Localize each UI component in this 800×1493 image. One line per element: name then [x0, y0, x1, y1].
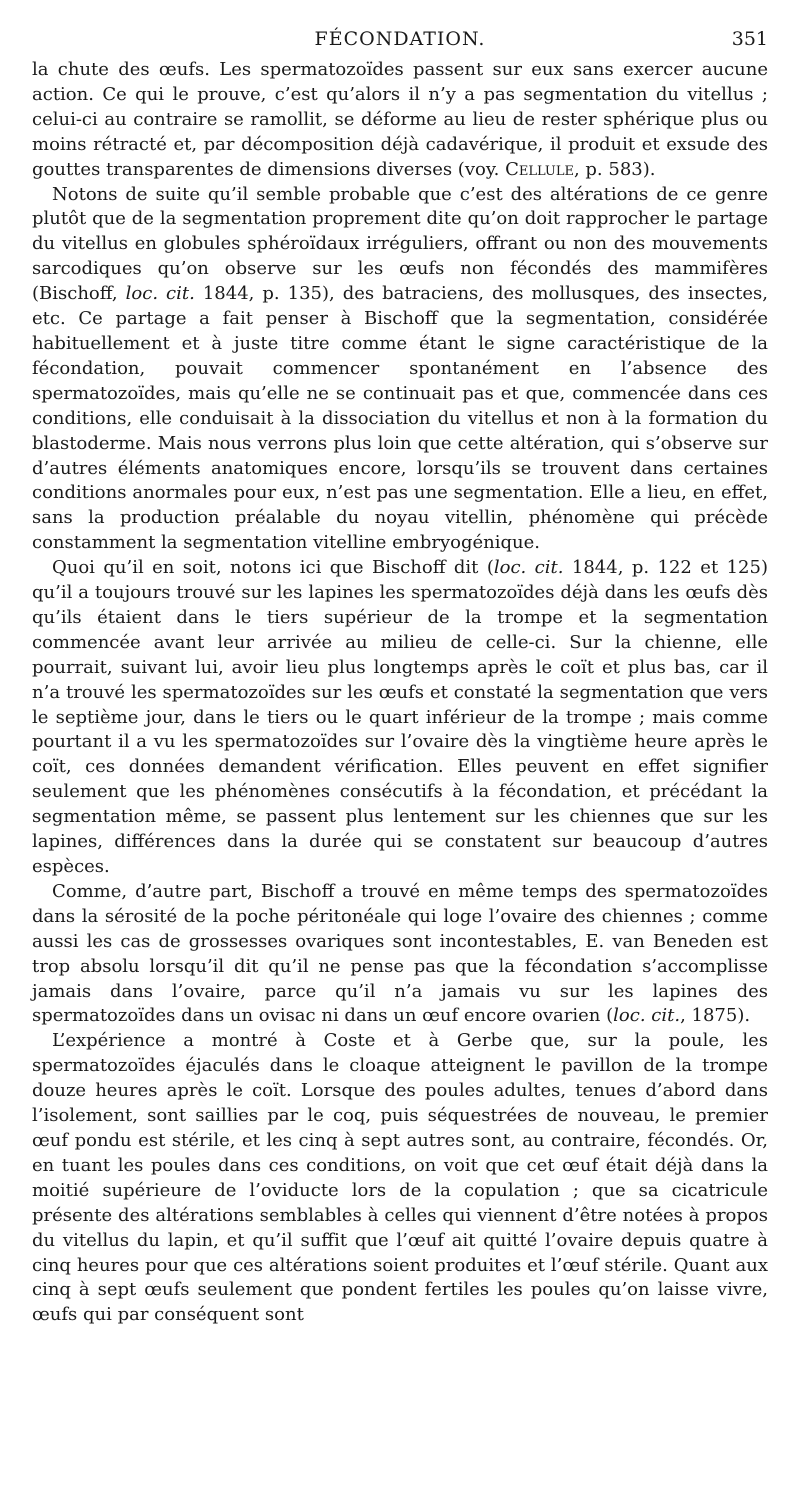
cross-reference-text: Cellule [505, 158, 574, 180]
paragraph-text: , p. 583). [573, 158, 656, 180]
paragraph-text: Notons de suite qu’il semble probable que c’est des altérations de ce genre plutôt que de la segmentation proprement dite qu’on doit rapprocher le partage du vitellus en globules sphéroïdaux irréguliers, offrant ou non des mouvements sarcodiques qu’on observe sur les œufs non fécondés des mammifères (Bischoff, [32, 183, 768, 305]
paragraph-text: la chute des œufs. Les spermatozoïdes passent sur eux sans exercer aucune action. Ce qui le prouve, c’est qu’alors il n’y a pas segmentation du vitellus ; celui-ci au contraire se ramollit, se déforme au lieu de rester sphérique plus ou moins rétracté et, par décomposition déjà cadavérique, il produit et exsude des gouttes transparentes de dimensions diverses (voy. [32, 59, 768, 180]
paragraph-text: , 1875). [680, 1005, 751, 1027]
running-title: FÉCONDATION. [314, 28, 486, 50]
citation-text: loc. cit. [493, 557, 564, 579]
running-header [32, 22, 768, 58]
paragraph [32, 58, 768, 183]
citation-text: loc. cit. [125, 283, 195, 305]
body-text [32, 58, 768, 1328]
book-page [32, 22, 768, 1328]
paragraph [32, 880, 768, 1029]
paragraph-text: Comme, d’autre part, Bischoff a trouvé en même temps des spermatozoïdes dans la sérosité de la poche péritonéale qui loge l’ovaire des chiennes ; comme aussi les cas de grossesses ovariques sont incontestables, E. van Beneden est trop absolu lorsqu’il dit qu’il ne pense pas que la fécondation s’accomplisse jamais dans l’ovaire, parce qu’il n’a jamais vu sur les lapines des spermatozoïdes dans un ovisac ni dans un œuf encore ovarien ( [32, 880, 768, 1027]
paragraph-text: L’expérience a montré à Coste et à Gerbe que, sur la poule, les spermatozoïdes éjaculés dans le cloaque atteignent le pavillon de la trompe douze heures après le coït. Lorsque des poules adultes, tenues d’abord dans l’isolement, sont saillies par le coq, puis séquestrées de nouveau, le premier œuf pondu est stérile, et les cinq à sept autres sont, au contraire, fécondés. Or, en tuant les poules dans ces conditions, on voit que cet œuf était déjà dans la moitié supérieure de l’oviducte lors de la copulation ; que sa cicatricule présente des altérations semblables à celles qui viennent d’être notées à propos du vitellus du lapin, et qu’il suffit que l’œuf ait quitté l’ovaire depuis quatre à cinq heures pour que ces altérations soient produites et l’œuf stérile. Quant aux cinq à sept œufs seulement que pondent fertiles les poules qu’on laisse vivre, œufs qui par conséquent sont [32, 1030, 768, 1326]
paragraph-text: 1844, p. 135), des batraciens, des mollusques, des insectes, etc. Ce partage a fait penser à Bischoff que la segmentation, considérée habituellement et à juste titre comme étant le signe caractéristique de la fécondation, pouvait commencer spontanément en l’absence des spermatozoïdes, mais qu’elle ne se continuait pas et que, commencée dans ces conditions, elle conduisait à la dissociation du vitellus et non à la formation du blastoderme. Mais nous verrons plus loin que cette altération, qui s’observe sur d’autres éléments anatomiques encore, lorsqu’ils se trouvent dans certaines conditions anormales pour eux, n’est pas une segmentation. Elle a lieu, en effet, sans la production préalable du noyau vitellin, phénomène qui précède constamment la segmentation vitelline embryogénique. [32, 283, 768, 554]
paragraph [32, 556, 768, 880]
paragraph-text: 1844, p. 122 et 125) qu’il a toujours trouvé sur les lapines les spermatozoïdes déjà dans les œufs dès qu’ils étaient dans le tiers supérieur de la trompe et la segmentation commencée avant leur arrivée au milieu de celle-ci. Sur la chienne, elle pourrait, suivant lui, avoir lieu plus longtemps après le coït et plus bas, car il n’a trouvé les spermatozoïdes sur les œufs et constaté la segmentation que vers le septième jour, dans le tiers ou le quart inférieur de la trompe ; mais comme pourtant il a vu les spermatozoïdes sur l’ovaire dès la vingtième heure après le coït, ces données demandent vérification. Elles peuvent en effet signifier seulement que les phénomènes consécutifs à la fécondation, et précédant la segmentation même, se passent plus lentement sur les chiennes que sur les lapines, différences dans la durée qui se constatent sur beaucoup d’autres espèces. [32, 557, 768, 877]
paragraph-text: Quoi qu’il en soit, notons ici que Bischoff dit ( [52, 557, 494, 579]
paragraph [32, 183, 768, 557]
paragraph [32, 1029, 768, 1328]
page-number: 351 [731, 28, 768, 50]
citation-text: loc. cit. [613, 1005, 681, 1027]
